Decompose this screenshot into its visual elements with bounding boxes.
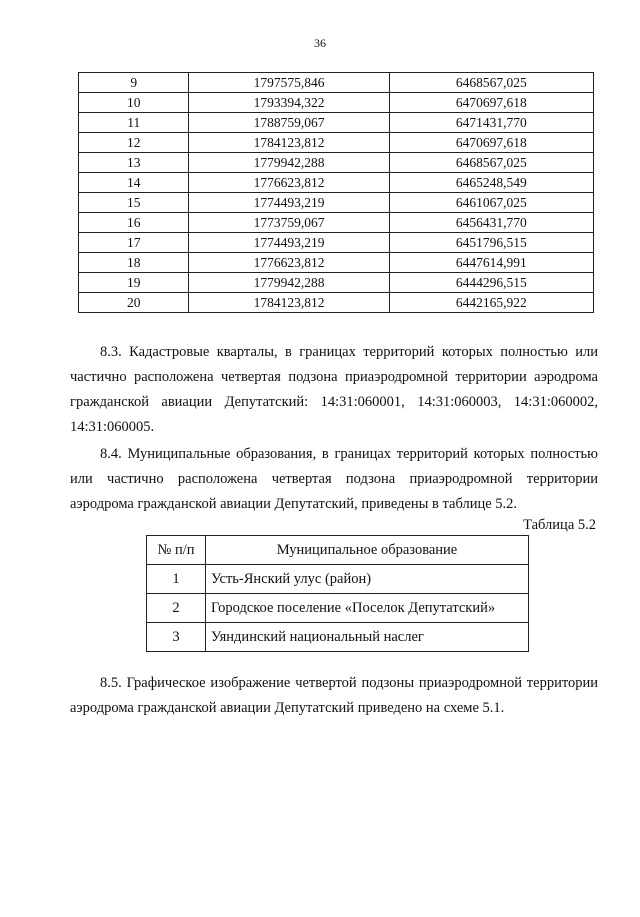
table-row bbox=[79, 253, 594, 273]
coordinate-y: 6447614,991 bbox=[389, 253, 593, 273]
table-row bbox=[147, 594, 529, 623]
coordinate-x: 1797575,846 bbox=[189, 73, 389, 93]
table-row bbox=[79, 73, 594, 93]
coordinate-y: 6470697,618 bbox=[389, 93, 593, 113]
paragraph-8-3: 8.3. Кадастровые кварталы, в границах территорий которых полностью или частично расположена четвертая подзона приаэродромной территории аэродрома гражданской авиации Депутатский: 14:31:060001, 14:31:060003, 14:31:060002, 14:31:060005. bbox=[70, 344, 598, 435]
point-number: 19 bbox=[79, 273, 189, 293]
table-row bbox=[79, 133, 594, 153]
table-row bbox=[79, 113, 594, 133]
coordinate-x: 1776623,812 bbox=[189, 253, 389, 273]
coordinate-y: 6468567,025 bbox=[389, 153, 593, 173]
table-row bbox=[79, 273, 594, 293]
table-row bbox=[79, 213, 594, 233]
coordinate-x: 1793394,322 bbox=[189, 93, 389, 113]
coordinate-y: 6465248,549 bbox=[389, 173, 593, 193]
header-municipality: Муниципальное образование bbox=[206, 536, 529, 565]
coordinate-x: 1774493,219 bbox=[189, 193, 389, 213]
coordinate-y: 6444296,515 bbox=[389, 273, 593, 293]
municipalities-table bbox=[146, 535, 529, 652]
coordinate-x: 1774493,219 bbox=[189, 233, 389, 253]
row-number: 1 bbox=[147, 565, 206, 594]
table-row bbox=[79, 293, 594, 313]
coordinate-y: 6442165,922 bbox=[389, 293, 593, 313]
coordinate-y: 6456431,770 bbox=[389, 213, 593, 233]
table-row bbox=[79, 173, 594, 193]
coordinate-x: 1776623,812 bbox=[189, 173, 389, 193]
point-number: 15 bbox=[79, 193, 189, 213]
point-number: 12 bbox=[79, 133, 189, 153]
coordinate-x: 1779942,288 bbox=[189, 273, 389, 293]
coordinate-x: 1773759,067 bbox=[189, 213, 389, 233]
municipality-name: Городское поселение «Поселок Депутатский» bbox=[206, 594, 529, 623]
paragraph-8-5: 8.5. Графическое изображение четвертой подзоны приаэродромной территории аэродрома гражданской авиации Депутатский приведено на схеме 5.1. bbox=[70, 675, 598, 716]
table-row bbox=[147, 565, 529, 594]
coordinate-y: 6470697,618 bbox=[389, 133, 593, 153]
point-number: 20 bbox=[79, 293, 189, 313]
table-row bbox=[147, 623, 529, 652]
coordinate-y: 6468567,025 bbox=[389, 73, 593, 93]
table-row bbox=[79, 93, 594, 113]
coordinate-x: 1784123,812 bbox=[189, 133, 389, 153]
table-row bbox=[79, 153, 594, 173]
point-number: 9 bbox=[79, 73, 189, 93]
coordinate-x: 1784123,812 bbox=[189, 293, 389, 313]
municipality-name: Усть-Янский улус (район) bbox=[206, 565, 529, 594]
coordinate-x: 1779942,288 bbox=[189, 153, 389, 173]
coordinates-table bbox=[78, 72, 594, 313]
point-number: 13 bbox=[79, 153, 189, 173]
point-number: 16 bbox=[79, 213, 189, 233]
point-number: 17 bbox=[79, 233, 189, 253]
coordinate-x: 1788759,067 bbox=[189, 113, 389, 133]
point-number: 10 bbox=[79, 93, 189, 113]
municipality-name: Уяндинский национальный наслег bbox=[206, 623, 529, 652]
point-number: 11 bbox=[79, 113, 189, 133]
point-number: 14 bbox=[79, 173, 189, 193]
page-number: 36 bbox=[314, 36, 326, 50]
table-row bbox=[79, 233, 594, 253]
row-number: 3 bbox=[147, 623, 206, 652]
coordinate-y: 6451796,515 bbox=[389, 233, 593, 253]
point-number: 18 bbox=[79, 253, 189, 273]
table-row bbox=[79, 193, 594, 213]
coordinate-y: 6461067,025 bbox=[389, 193, 593, 213]
coordinate-y: 6471431,770 bbox=[389, 113, 593, 133]
header-number: № п/п bbox=[147, 536, 206, 565]
table-caption: Таблица 5.2 bbox=[523, 517, 596, 533]
paragraph-8-4: 8.4. Муниципальные образования, в границах территорий которых полностью или частично расположена четвертая подзона приаэродромной территории аэродрома гражданской авиации Депутатский, приведены в таблице 5.2. bbox=[70, 446, 598, 512]
row-number: 2 bbox=[147, 594, 206, 623]
